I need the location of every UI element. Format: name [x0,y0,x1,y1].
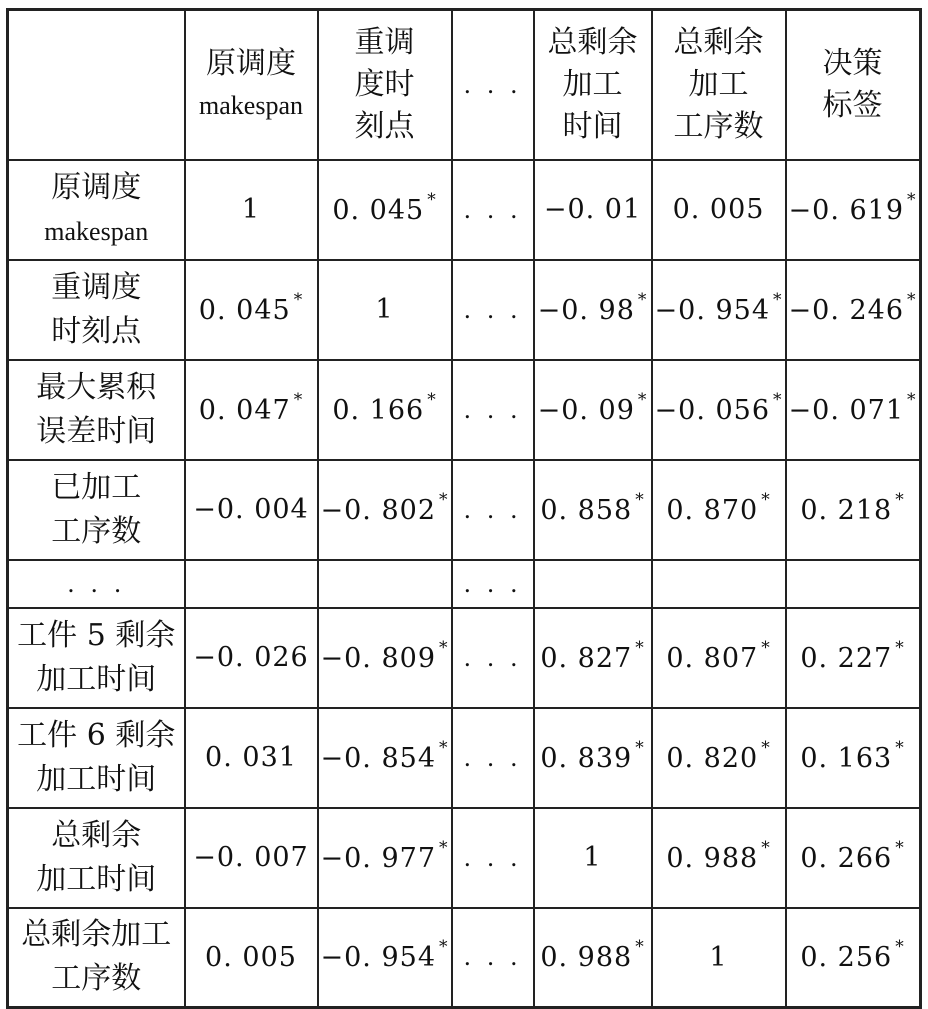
row-label-line: 工件 5 剩余 [17,617,176,653]
value-cell [318,908,452,1008]
table-row [8,260,921,360]
value-cell [318,460,452,560]
cell-value: 0. 820 [666,742,759,774]
header-label-line: 决策 [822,45,883,81]
cell-value: −0. 026 [193,642,309,673]
row-label-line: 总剩余加工 [21,917,172,953]
header-label-line: 刻点 [354,108,415,144]
row-label [8,360,185,460]
significance-star: * [635,937,645,958]
cell-value: 0. 807 [666,642,759,674]
cell-value: 0. 858 [540,494,633,526]
significance-star: * [907,389,917,410]
value-cell [786,160,921,260]
significance-star: * [761,837,771,858]
value-cell [786,908,921,1008]
cell-value: −0. 004 [193,494,309,525]
header-label-line: 总剩余 [673,24,764,60]
cell-value: 0. 227 [800,642,893,674]
ellipsis-cell: . . . [452,608,534,708]
cell-value: −0. 809 [320,642,437,674]
value-cell [318,708,452,808]
header-label-line: 时间 [562,108,623,144]
significance-star: * [439,937,449,958]
header-label-line: 工序数 [673,108,764,144]
table-row [8,708,921,808]
table-row [8,560,921,608]
significance-star: * [773,389,783,410]
cell-value: −0. 071 [788,394,905,426]
row-label-line: 原调度 [51,169,142,205]
significance-star: * [427,189,437,210]
row-label-line: 重调度 [51,269,142,305]
value-cell [318,608,452,708]
header-total-remaining-time [534,10,652,160]
cell-value: 0. 839 [540,742,633,774]
header-label-line: makespan [199,90,303,120]
value-cell [786,708,921,808]
row-label-line: 加工时间 [36,761,157,797]
value-cell [534,808,652,908]
cell-value: 0. 163 [800,742,893,774]
cell-value: −0. 09 [537,394,635,426]
cell-value: −0. 802 [320,494,437,526]
significance-star: * [637,389,648,410]
cell-value: 0. 045 [332,194,425,226]
value-cell [652,260,786,360]
row-label-line: 已加工 [51,469,142,505]
significance-star: * [439,737,449,758]
cell-value: 0. 005 [205,941,297,973]
row-label-line: 时刻点 [51,313,142,349]
row-label-line: 最大累积 [36,369,157,405]
significance-star: * [637,289,648,310]
significance-star: * [761,737,771,758]
cell-value: −0. 98 [537,294,635,326]
table-row [8,360,921,460]
row-label-line: 工件 6 剩余 [17,717,176,753]
cell-value: −0. 977 [320,842,437,874]
ellipsis-cell: . . . [452,808,534,908]
value-cell [652,908,786,1008]
cell-value: 1 [375,294,394,325]
table-row [8,160,921,260]
cell-value: 0. 031 [205,742,297,773]
table-row [8,608,921,708]
value-cell [534,608,652,708]
row-label [8,808,185,908]
row-label [8,608,185,708]
value-cell [185,808,318,908]
significance-star: * [635,737,645,758]
value-cell [534,460,652,560]
cell-value: 1 [709,941,728,973]
table-row [8,460,921,560]
value-cell [786,460,921,560]
table-row [8,908,921,1008]
ellipsis-cell: . . . [452,260,534,360]
significance-star: * [761,489,771,510]
row-label-line: 工序数 [51,961,142,997]
value-cell [652,608,786,708]
header-label-line: 重调 [354,24,415,60]
significance-star: * [895,489,905,510]
value-cell [185,460,318,560]
value-cell [318,260,452,360]
row-label [8,260,185,360]
cell-value: −0. 854 [320,742,437,774]
header-label-line: 加工 [688,66,749,102]
header-row [8,10,921,160]
significance-star: * [635,637,645,658]
row-label-line: 误差时间 [36,413,157,449]
significance-star: * [427,389,437,410]
value-cell [652,160,786,260]
value-cell [652,360,786,460]
value-cell [652,708,786,808]
header-decision-label [786,10,921,160]
value-cell [652,808,786,908]
row-label [8,460,185,560]
significance-star: * [293,289,304,310]
value-cell [534,560,652,608]
header-label-line: 原调度 [206,45,296,81]
value-cell [185,260,318,360]
value-cell [318,160,452,260]
significance-star: * [907,189,917,210]
significance-star: * [439,837,449,858]
cell-value: 0. 256 [800,942,893,974]
significance-star: * [293,389,304,410]
table-row [8,808,921,908]
row-label [8,708,185,808]
value-cell [786,808,921,908]
value-cell [185,908,318,1008]
header-label-line: 总剩余 [547,24,638,60]
significance-star: * [635,489,645,510]
cell-value: 1 [241,194,261,225]
significance-star: * [439,489,449,510]
value-cell [185,708,318,808]
value-cell [185,608,318,708]
cell-value: 0. 218 [800,494,893,526]
value-cell [185,160,318,260]
row-label [8,560,185,608]
row-label-line: . . . [67,569,126,598]
significance-star: * [895,837,905,858]
significance-star: * [439,637,449,658]
value-cell [786,260,921,360]
header-label-line: 标签 [822,87,883,123]
cell-value: 1 [583,842,602,873]
value-cell [786,608,921,708]
significance-star: * [895,937,905,958]
header-corner [8,10,185,160]
significance-star: * [761,637,771,658]
row-label [8,160,185,260]
value-cell [652,560,786,608]
header-reschedule-time [318,10,452,160]
cell-value: −0. 246 [788,294,905,326]
header-ellipsis: . . . [452,10,534,160]
row-label-line: 工序数 [51,513,142,549]
cell-value: −0. 056 [654,394,771,426]
ellipsis-cell: . . . [452,360,534,460]
value-cell [318,560,452,608]
cell-value: 0. 827 [540,642,633,674]
ellipsis-cell: . . . [452,908,534,1008]
cell-value: 0. 988 [540,942,633,974]
significance-star: * [773,289,783,310]
cell-value: 0. 870 [666,494,759,526]
row-label [8,908,185,1008]
value-cell [786,360,921,460]
cell-value: −0. 954 [654,294,771,326]
value-cell [534,908,652,1008]
cell-value: 0. 988 [666,842,759,874]
cell-value: −0. 954 [320,942,437,974]
value-cell [185,560,318,608]
value-cell [318,808,452,908]
cell-value: −0. 01 [543,194,642,225]
value-cell [534,360,652,460]
value-cell [786,560,921,608]
cell-value: 0. 266 [800,842,893,874]
correlation-table [6,8,922,1009]
row-label-line: makespan [44,216,149,246]
row-label-line: 加工时间 [36,861,157,897]
header-label-line: 加工 [562,66,623,102]
cell-value: 0. 005 [672,194,765,225]
row-label-line: 加工时间 [36,661,157,697]
value-cell [534,708,652,808]
header-original-makespan [185,10,318,160]
significance-star: * [895,637,905,658]
ellipsis-cell: . . . [452,560,534,608]
header-label-line: 度时 [354,66,415,102]
header-total-remaining-ops [652,10,786,160]
ellipsis-cell: . . . [452,160,534,260]
value-cell [652,460,786,560]
row-label-line: 总剩余 [51,817,142,853]
cell-value: 0. 166 [332,394,425,426]
significance-star: * [907,289,917,310]
ellipsis-cell: . . . [452,708,534,808]
cell-value: −0. 619 [788,194,905,226]
significance-star: * [895,737,905,758]
value-cell [534,260,652,360]
value-cell [534,160,652,260]
cell-value: 0. 047 [198,394,291,426]
value-cell [318,360,452,460]
value-cell [185,360,318,460]
cell-value: −0. 007 [193,842,309,873]
ellipsis-cell: . . . [452,460,534,560]
cell-value: 0. 045 [198,294,291,326]
